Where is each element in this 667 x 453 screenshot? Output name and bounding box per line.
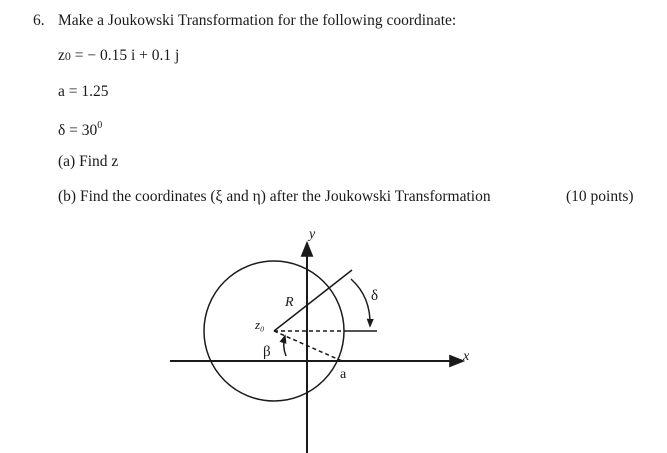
degree-superscript: 0 xyxy=(97,120,103,131)
delta-value: δ = 30 xyxy=(58,122,98,140)
radius-label: R xyxy=(285,295,294,310)
question-prompt: Make a Joukowski Transformation for the following coordinate: xyxy=(58,12,457,29)
beta-label: β xyxy=(263,344,271,360)
z0-value: = − 0.15 i + 0.1 j xyxy=(70,47,180,64)
delta-label: δ xyxy=(371,288,379,304)
question-number: 6. xyxy=(33,12,45,29)
a-point-label: a xyxy=(340,367,347,382)
beta-arc xyxy=(284,336,286,356)
points-label: (10 points) xyxy=(566,188,634,205)
z0-subscript: 0 xyxy=(64,49,71,63)
center-label: z₀ xyxy=(255,317,265,332)
delta-arc xyxy=(351,279,370,326)
y-axis-label: y xyxy=(309,227,316,242)
x-axis-label: x xyxy=(463,349,470,364)
part-a: (a) Find z xyxy=(58,153,119,170)
a-definition: a = 1.25 xyxy=(58,83,109,100)
part-b: (b) Find the coordinates (ξ and η) after the Joukowski Transformation xyxy=(58,188,491,205)
z0-symbol: z xyxy=(58,47,65,64)
